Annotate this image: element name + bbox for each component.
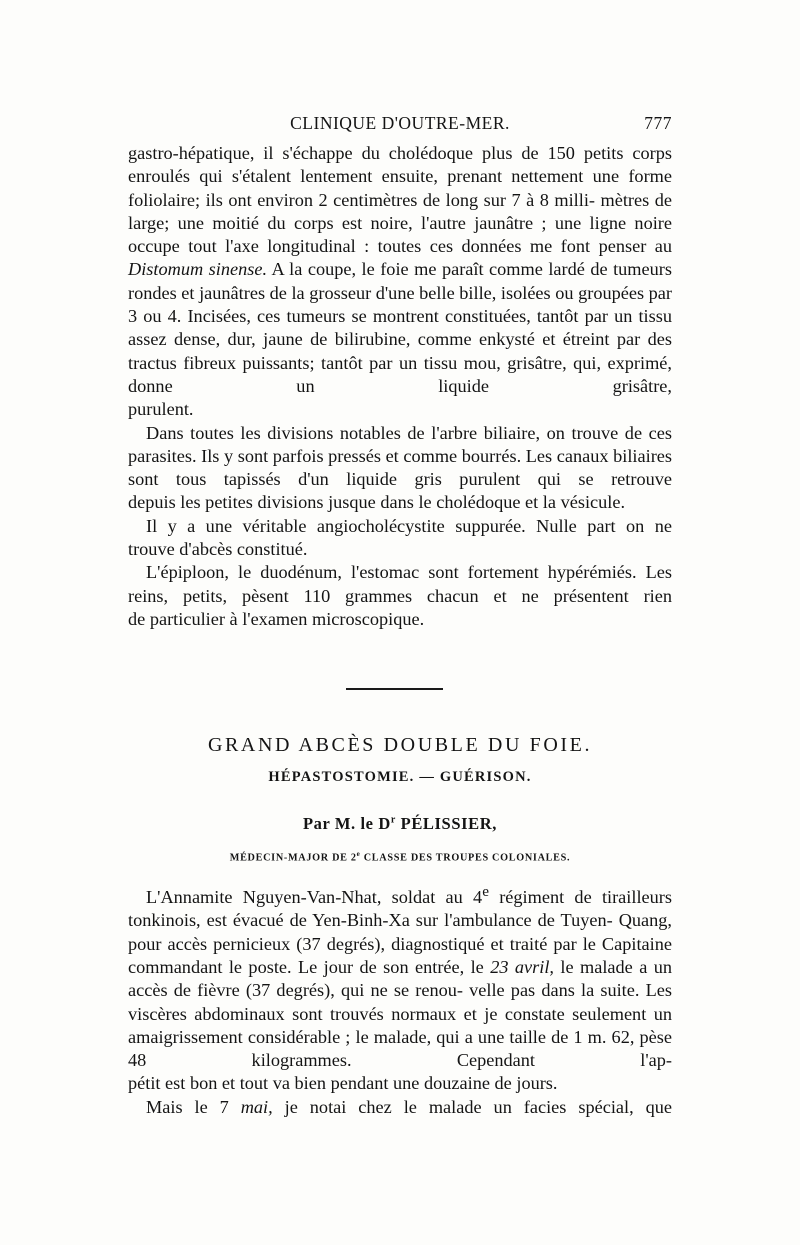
- paragraph-organs: [128, 561, 672, 608]
- running-header: [128, 113, 672, 139]
- text-line: une ligne noire occupe tout l'axe longitudinal : toutes ces données: [128, 212, 672, 257]
- rank-suffix: CLASSE DES TROUPES COLONIALES.: [363, 852, 571, 864]
- text-line: Les reins, petits, pèsent 110 grammes chacun et ne présentent rien: [128, 562, 672, 606]
- text-line: je notai chez le malade un facies spécial, que: [272, 1096, 672, 1117]
- text-line: le malade a un accès de fièvre (37 degrés), qui ne se renou-: [128, 956, 673, 1001]
- rank-sup: e: [356, 850, 361, 858]
- paragraph-angiocholecystitis: [128, 515, 672, 538]
- text-line: L'Annamite Nguyen-Van-Nhat, soldat au 4: [146, 887, 483, 908]
- text-line: et je constate seulement un amaigrissement considérable ; le malade,: [128, 1003, 672, 1047]
- text-line: me font penser au: [529, 236, 672, 257]
- text-line: bille, isolées ou groupées par 3 ou 4. Incisées, ces tumeurs se montrent: [128, 282, 672, 327]
- text-line: trouve d'abcès constitué.: [128, 539, 308, 560]
- text-line: comme lardé de tumeurs rondes et jaunâtres de la grosseur d'une belle: [128, 259, 672, 303]
- text-line: qui a une taille de 1 m. 62, pèse 48 kilogrammes. Cependant l'ap-: [128, 1026, 672, 1071]
- text-line: corps enroulés qui s'étalent lentement ensuite, prenant nettement une: [128, 143, 672, 187]
- ordinal-sup: e: [482, 883, 489, 900]
- author-rank: [128, 850, 672, 863]
- species-name: Distomum sinense.: [128, 259, 268, 280]
- text-line: tonkinois, est évacué de Yen-Binh-Xa sur l'ambulance de Tuyen-: [128, 910, 613, 931]
- text-line: A la coupe, le foie me paraît: [267, 259, 484, 280]
- paragraph-autopsy: [128, 142, 672, 398]
- text-line: Il y a une véritable angiocholécystite suppurée. Nulle part on ne: [146, 515, 672, 536]
- text-line: pétit est bon et tout va bien pendant une douzaine de jours.: [128, 1073, 558, 1094]
- author-sup: r: [390, 814, 396, 826]
- paragraph-angiocholecystitis-end: [128, 538, 672, 561]
- text-line: constituées, tantôt par un tissu assez dense, dur, jaune de bilirubine,: [128, 306, 673, 350]
- page-number: 777: [644, 113, 672, 133]
- paragraph-may-seventh: [128, 1096, 672, 1119]
- article-continuation: [128, 142, 672, 631]
- author-prefix: Par M. le D: [303, 814, 391, 833]
- article-body: [128, 880, 672, 1119]
- text-line: forme foliolaire; ils ont environ 2 centimètres de long sur 7 à 8 milli-: [128, 166, 672, 210]
- author-name: PÉLISSIER,: [400, 814, 497, 833]
- paragraph-autopsy-end: [128, 398, 672, 421]
- paragraph-biliary-tree: [128, 422, 672, 492]
- text-line: Mais le 7: [146, 1096, 241, 1117]
- paragraph-organs-end: [128, 608, 672, 631]
- text-line: le Capitaine commandant le poste. Le jour de son entrée, le: [128, 933, 672, 977]
- article-title: GRAND ABCÈS DOUBLE DU FOIE.: [207, 734, 593, 756]
- text-line: Quang, pour accès pernicieux (37 degrés), diagnostiqué et traité par: [128, 910, 672, 954]
- text-line: L'épiploon, le duodénum, l'estomac sont fortement hypérémiés.: [146, 562, 637, 583]
- text-line: biliaires sont tous tapissés d'un liquide gris purulent qui se retrouve: [128, 445, 673, 490]
- text-line: mètres de large; une moitié du corps est noire, l'autre jaunâtre ;: [128, 189, 672, 233]
- text-line: comme enkysté et étreint par des tractus fibreux puissants; tantôt par: [128, 329, 672, 373]
- paragraph-case-history-end: [128, 1072, 672, 1095]
- date-text: 23 avril,: [490, 956, 555, 977]
- article-subtitle: HÉPASTOSTOMIE. — GUÉRISON.: [268, 769, 532, 785]
- text-line: velle pas dans la suite. Les viscères abdominaux sont trouvés normaux: [128, 980, 672, 1024]
- text-line: gastro-hépatique, il s'échappe du cholédoque plus de 150 petits: [128, 143, 624, 163]
- paragraph-biliary-tree-end: [128, 491, 672, 514]
- text-line: régiment de tirailleurs: [488, 887, 672, 908]
- text-line: purulent.: [128, 399, 194, 420]
- text-line: Dans toutes les divisions notables de l'arbre biliaire, on trouve de: [146, 422, 643, 443]
- text-line: ces parasites. Ils y sont parfois pressés et comme bourrés. Les canaux: [128, 422, 672, 466]
- text-line: un tissu mou, grisâtre, qui, exprimé, donne un liquide grisâtre,: [128, 352, 672, 396]
- date-text: mai,: [240, 1096, 273, 1117]
- running-title: CLINIQUE D'OUTRE-MER.: [290, 113, 510, 133]
- author-line: [128, 814, 672, 834]
- text-line: de particulier à l'examen microscopique.: [128, 608, 425, 629]
- rank-prefix: MÉDECIN-MAJOR DE 2: [229, 852, 357, 864]
- paragraph-case-history: [128, 880, 672, 1072]
- section-divider: [346, 688, 443, 690]
- text-line: depuis les petites divisions jusque dans le cholédoque et la vésicule.: [128, 492, 626, 513]
